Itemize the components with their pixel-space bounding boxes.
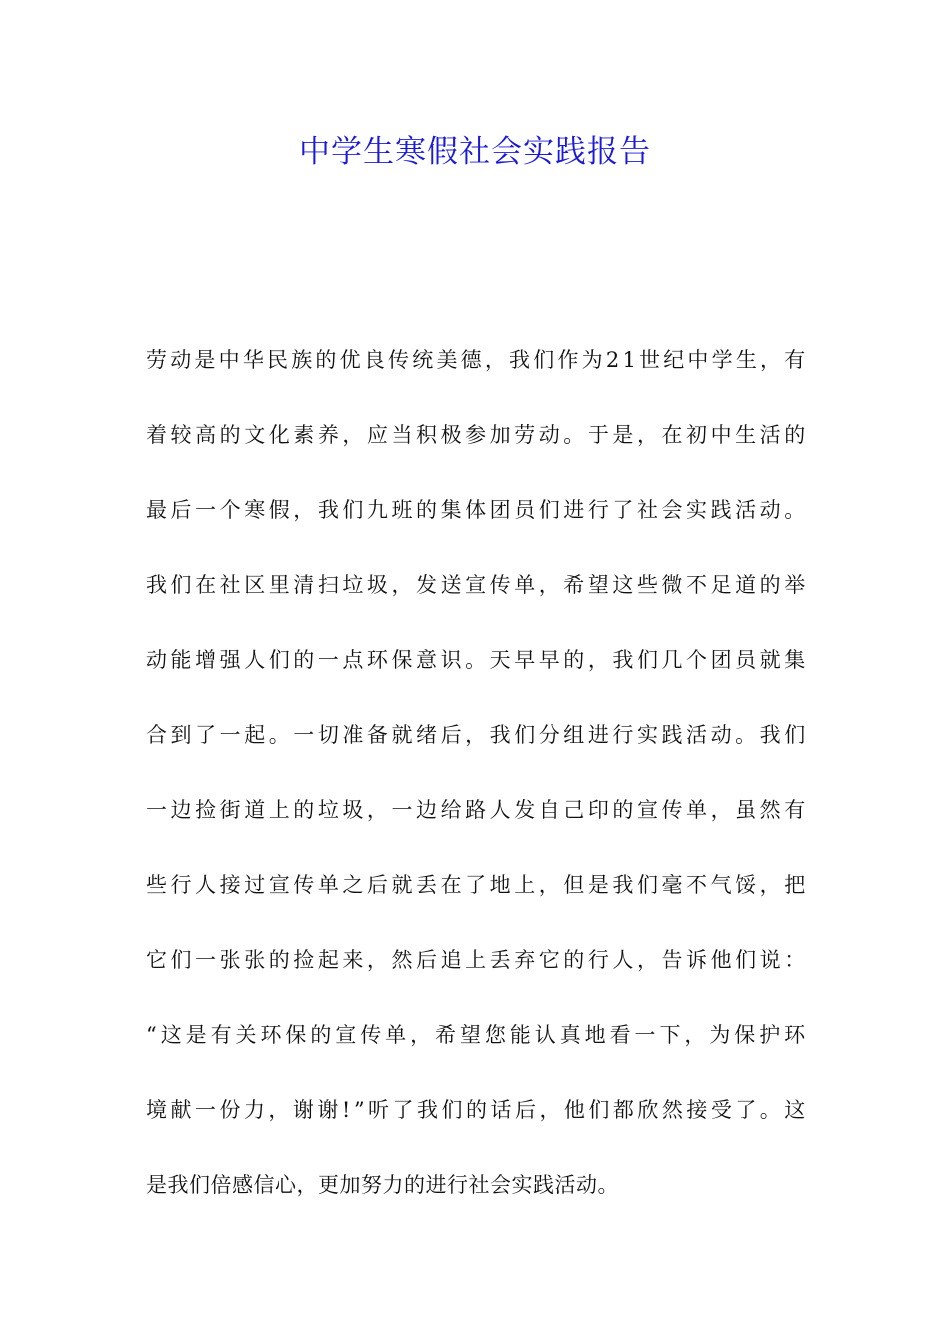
document-title: 中学生寒假社会实践报告 bbox=[299, 134, 651, 170]
body-line: 最 后 一 个 寒 假 ， 我 们 九 班 的 集 体 团 员 们 进 行 了 社 会 实 践 活 动 。 bbox=[146, 498, 806, 522]
document-body bbox=[146, 340, 806, 1240]
body-line: 境 献 一 份 力 ， 谢 谢 ! ” 听 了 我 们 的 话 后 ， 他 们 都 欣 然 接 受 了 。 这 bbox=[146, 1098, 806, 1122]
body-line: 合 到 了 一 起 。 一 切 准 备 就 绪 后 ， 我 们 分 组 进 行 实 践 活 动 。 我 们 bbox=[146, 723, 806, 747]
body-line: 它 们 一 张 张 的 捡 起 来 ， 然 后 追 上 丢 弃 它 的 行 人 ， 告 诉 他 们 说 ： bbox=[146, 948, 806, 972]
body-line: 着 较 高 的 文 化 素 养 ， 应 当 积 极 参 加 劳 动 。 于 是 ， 在 初 中 生 活 的 bbox=[146, 423, 806, 447]
body-line: 我 们 在 社 区 里 清 扫 垃 圾 ， 发 送 宣 传 单 ， 希 望 这 些 微 不 足 道 的 举 bbox=[146, 573, 806, 597]
body-line: 一 边 捡 街 道 上 的 垃 圾 ， 一 边 给 路 人 发 自 己 印 的 宣 传 单 ， 虽 然 有 bbox=[146, 798, 806, 822]
body-line: 动 能 增 强 人 们 的 一 点 环 保 意 识 。 天 早 早 的 ， 我 们 几 个 团 员 就 集 bbox=[146, 648, 806, 672]
body-line: 劳 动 是 中 华 民 族 的 优 良 传 统 美 德 ， 我 们 作 为 2 1 世 纪 中 学 生 ， 有 bbox=[146, 348, 806, 372]
body-line: “ 这 是 有 关 环 保 的 宣 传 单 ， 希 望 您 能 认 真 地 看 一 下 ， 为 保 护 环 bbox=[146, 1023, 806, 1047]
body-line: 些 行 人 接 过 宣 传 单 之 后 就 丢 在 了 地 上 ， 但 是 我 们 毫 不 气 馁 ， 把 bbox=[146, 873, 806, 897]
body-line: 是我们倍感信心，更加努力的进行社会实践活动。 bbox=[146, 1173, 619, 1197]
